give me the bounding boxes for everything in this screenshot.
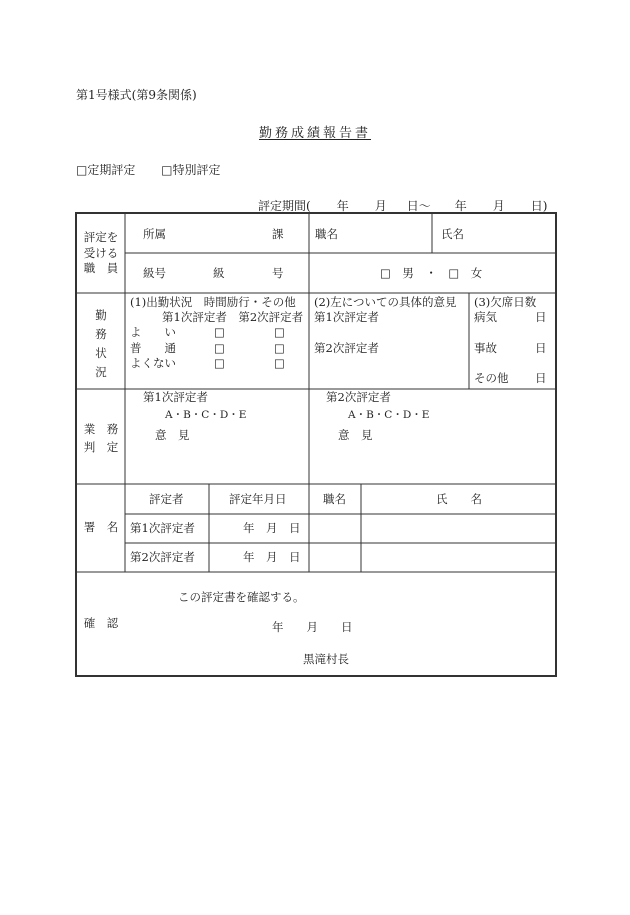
judgement-first-grades[interactable]: A・B・C・D・E [165, 409, 247, 421]
signature-row-second-evaluator: 第2次評定者 [130, 550, 195, 564]
attendance-label-3: 状 [95, 345, 107, 360]
rating-good-checkbox-2[interactable]: □ [274, 325, 285, 339]
judgement-first-evaluator: 第1次評定者 [143, 390, 208, 404]
period-day-start: 日〜 [406, 199, 431, 213]
department-label: 所属 [143, 227, 166, 241]
attendance-section-label [80, 306, 122, 382]
department-suffix-ka: 課 [272, 227, 284, 241]
rating-poor-label: よくない [130, 356, 176, 370]
period-month-end: 月 [492, 199, 505, 213]
absence-other-label: その他 [474, 371, 509, 385]
signature-row-second-date[interactable]: 年 月 日 [243, 550, 301, 564]
document-title-text: 勤務成績報告書 [258, 126, 371, 141]
attendance-status-title: (1)出勤状況 時間励行・その他 [130, 295, 296, 309]
step-unit-label: 号 [272, 266, 284, 280]
judgement-second-evaluator: 第2次評定者 [326, 390, 391, 404]
judgement-second-grades[interactable]: A・B・C・D・E [348, 409, 430, 421]
confirm-statement: この評定書を確認する。 [178, 590, 305, 604]
checkbox-special-evaluation[interactable]: □特別評定 [161, 163, 221, 177]
checkbox-periodic-evaluation[interactable]: □定期評定 [76, 163, 136, 177]
absence-sick-unit: 日 [535, 310, 547, 324]
employee-label-line2: 受ける [83, 245, 119, 260]
period-label: 評定期間( [258, 199, 311, 213]
judgement-label-2: 判 定 [83, 440, 119, 455]
job-title-label: 職名 [315, 227, 338, 241]
signature-section-label: 署 名 [83, 520, 119, 534]
rating-normal-checkbox-1[interactable]: □ [214, 341, 225, 355]
evaluator-column-headers: 第1次評定者 第2次評定者 [162, 310, 304, 324]
rating-good-label: よ い [130, 325, 176, 339]
signature-header-date: 評定年月日 [229, 492, 287, 506]
confirm-section-label: 確 認 [83, 616, 119, 630]
absence-other-unit: 日 [535, 371, 547, 385]
employee-section-label [80, 230, 122, 277]
confirm-date[interactable]: 年 月 日 [272, 620, 353, 634]
rating-normal-checkbox-2[interactable]: □ [274, 341, 285, 355]
grade-step-label: 級号 [143, 266, 166, 280]
specific-opinion-title: (2)左についての具体的意見 [314, 295, 457, 309]
rating-normal-label: 普 通 [130, 341, 176, 355]
absence-accident-label: 事故 [474, 341, 497, 355]
rating-poor-checkbox-2[interactable]: □ [274, 356, 285, 370]
rating-good-checkbox-1[interactable]: □ [214, 325, 225, 339]
employee-label-line3: 職 員 [83, 261, 119, 276]
attendance-label-1: 勤 [95, 308, 107, 322]
gender-options[interactable]: □ 男 ・ □ 女 [380, 266, 483, 280]
form-number-label: 第1号様式(第9条関係) [76, 88, 197, 102]
opinion-first-evaluator: 第1次評定者 [314, 310, 379, 324]
name-label: 氏名 [441, 227, 464, 241]
confirm-signer: 黒滝村長 [303, 652, 349, 666]
absence-sick-label: 病気 [474, 310, 497, 324]
signature-header-title: 職名 [323, 492, 346, 506]
period-year-start: 年 [336, 199, 349, 213]
period-year-end: 年 [454, 199, 467, 213]
period-month-start: 月 [374, 199, 387, 213]
attendance-label-2: 務 [95, 326, 107, 341]
judgement-first-opinion: 意 見 [155, 428, 190, 442]
rating-poor-checkbox-1[interactable]: □ [214, 356, 225, 370]
signature-row-first-date[interactable]: 年 月 日 [243, 521, 301, 535]
employee-label-line1: 評定を [83, 230, 119, 244]
absence-days-title: (3)欠席日数 [474, 295, 537, 309]
judgement-second-opinion: 意 見 [338, 428, 373, 442]
grade-unit-label: 級 [213, 266, 225, 280]
signature-header-evaluator: 評定者 [149, 492, 184, 506]
signature-row-first-evaluator: 第1次評定者 [130, 521, 195, 535]
attendance-label-4: 況 [95, 364, 107, 379]
judgement-label-1: 業 務 [83, 422, 119, 436]
period-day-end: 日) [530, 199, 548, 213]
judgement-section-label [80, 420, 122, 457]
absence-accident-unit: 日 [535, 341, 547, 355]
opinion-second-evaluator: 第2次評定者 [314, 341, 379, 355]
signature-header-name: 氏 名 [436, 492, 482, 506]
